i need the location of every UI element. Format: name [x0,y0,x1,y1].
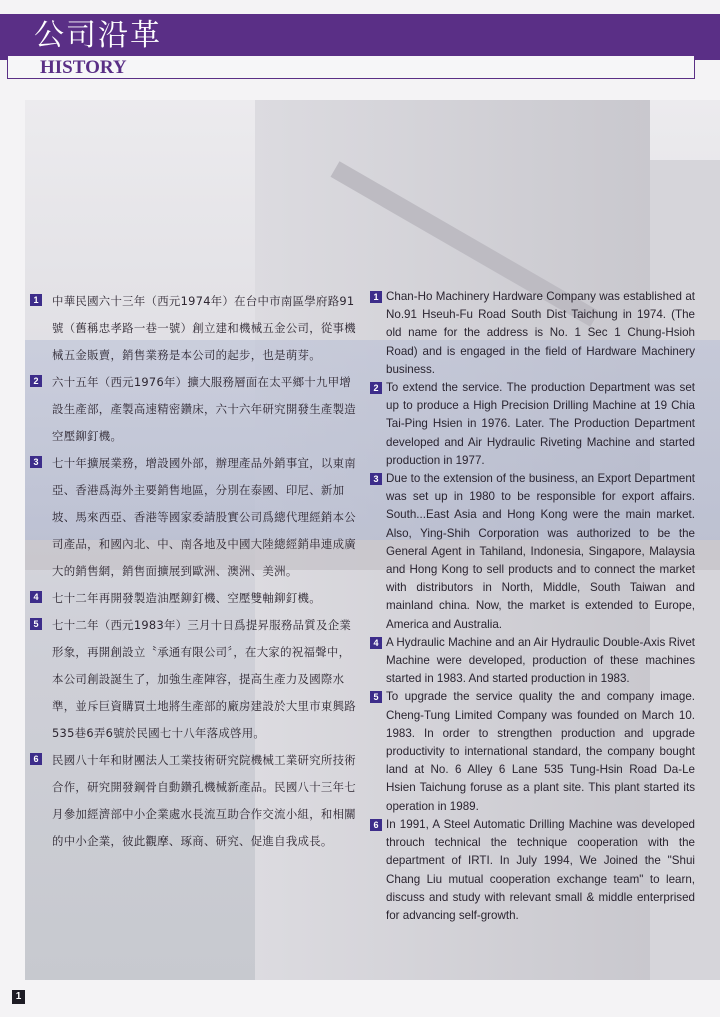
history-en-text: To upgrade the service quality the and company image. Cheng-Tung Limited Company was founded on March 10. 1983. In order to strengthen production and upgrade productivity to international standard, the company bought land at No. 6 Alley 6 Lane 535 Tung-Hsin Road Da-Le Hsien Taichung foruse as a plant site. This plant started its operation in 1989. [386,690,695,813]
item-number-badge: 5 [30,618,42,630]
item-number-badge: 2 [30,375,42,387]
history-en-text: To extend the service. The production Department was set up to produce a High Precision Drilling Machine at 19 Chia Tai-Ping Hsien in 1976. Later. The Production Department developed and Air Hydraulic Riveting Machine and started production in 1977. [386,381,695,467]
item-number-badge: 4 [30,591,42,603]
history-zh-text: 七十二年再開發製造油壓鉚釘機、空壓雙軸鉚釘機。 [52,591,321,605]
history-zh-item [30,369,360,450]
item-number-badge: 6 [370,819,382,831]
history-en-item [370,288,695,379]
history-en-text: Due to the extension of the business, an Export Department was set up in 1980 to be responsible for export affairs. South...East Asia and Hong Kong were the main market. Also, Ying-Shih Corporation was authorized to be the General Agent in Tahiland, Indonesia, Singapore, Malaysia and Hong Kong to sell products and to connect the market with distributors in North, Middle, South Taiwan and mainland china. Now, the market is extended to Europe, America and Australia. [386,472,695,631]
history-zh-item [30,288,360,369]
history-en-item [370,634,695,689]
history-zh-item [30,585,360,612]
history-zh-text: 七十二年（西元1983年）三月十日爲提昇服務品質及企業形象，再開創設立〝承通有限公司〞，在大家的祝福聲中，本公司創設誕生了，加強生產陣容，提高生產力及國際水準，並斥巨資購買土地將生產部的廠房建設於大里市東興路535巷6弄6號於民國七十八年落成啓用。 [52,618,356,740]
history-en-text: Chan-Ho Machinery Hardware Company was established at No.91 Hseuh-Fu Road South Dist Taichung in 1974. (The old name for the address is No. 1 Sec 1 Chung-Hsioh Road) and is engaged in the field of Hardware Machinery business. [386,290,695,376]
page-title-chinese: 公司沿革 [34,18,162,53]
history-en-text: A Hydraulic Machine and an Air Hydraulic Double-Axis Rivet Machine were developed, production of these machines started in 1983. And started production in 1983. [386,635,695,686]
history-zh-item [30,612,360,747]
history-zh-item [30,450,360,585]
item-number-badge: 1 [30,294,42,306]
item-number-badge: 3 [370,473,382,485]
history-zh-item [30,747,360,855]
item-number-badge: 1 [370,291,382,303]
history-en-item [370,816,695,925]
item-number-badge: 5 [370,691,382,703]
item-number-badge: 6 [30,753,42,765]
item-number-badge: 4 [370,637,382,649]
history-en-item [370,379,695,470]
item-number-badge: 3 [30,456,42,468]
history-en-item [370,470,695,634]
history-zh-text: 民國八十年和財團法人工業技術研究院機械工業研究所技術合作，研究開發鋼骨自動鑽孔機械新產品。民國八十三年七月參加經濟部中小企業處水長流互助合作交流小組，和相關的中小企業，彼此觀摩、琢商、研究、促進自我成長。 [52,753,356,848]
item-number-badge: 2 [370,382,382,394]
history-zh-text: 七十年擴展業務，增設國外部，辦理產品外銷事宜，以東南亞、香港爲海外主要銷售地區，分別在泰國、印尼、新加坡、馬來西亞、香港等國家委請股實公司爲總代理經銷本公司產品，和國內北、中、南各地及中國大陸總經銷串連成廣大的銷售網，銷售面擴展到歐洲、澳洲、美洲。 [52,456,356,578]
history-en-text: In 1991, A Steel Automatic Drilling Machine was developed throuch technical the technique cooperation with the department of IRTI. In July 1994, We Joined the "Shui Chang Liu mutual cooperation exchange team" to learn, discuss and study with relevant small & middle enterprised for advancing self-growth. [386,817,695,922]
history-zh-text: 六十五年（西元1976年）擴大服務層面在太平鄉十九甲增設生產部，產製高速精密鑽床，六十六年研究開發生產製造空壓鉚釘機。 [52,375,356,443]
page-number: 1 [12,990,25,1004]
history-chinese-column [30,288,360,855]
history-en-item [370,688,695,815]
history-english-column [370,288,695,925]
page-title-english: HISTORY [40,57,127,78]
history-zh-text: 中華民國六十三年（西元1974年）在台中市南區學府路91號（舊稱忠孝路一巷一號）創立建和機械五金公司，從事機械五金販賣，銷售業務是本公司的起步，也是萌芽。 [52,294,356,362]
